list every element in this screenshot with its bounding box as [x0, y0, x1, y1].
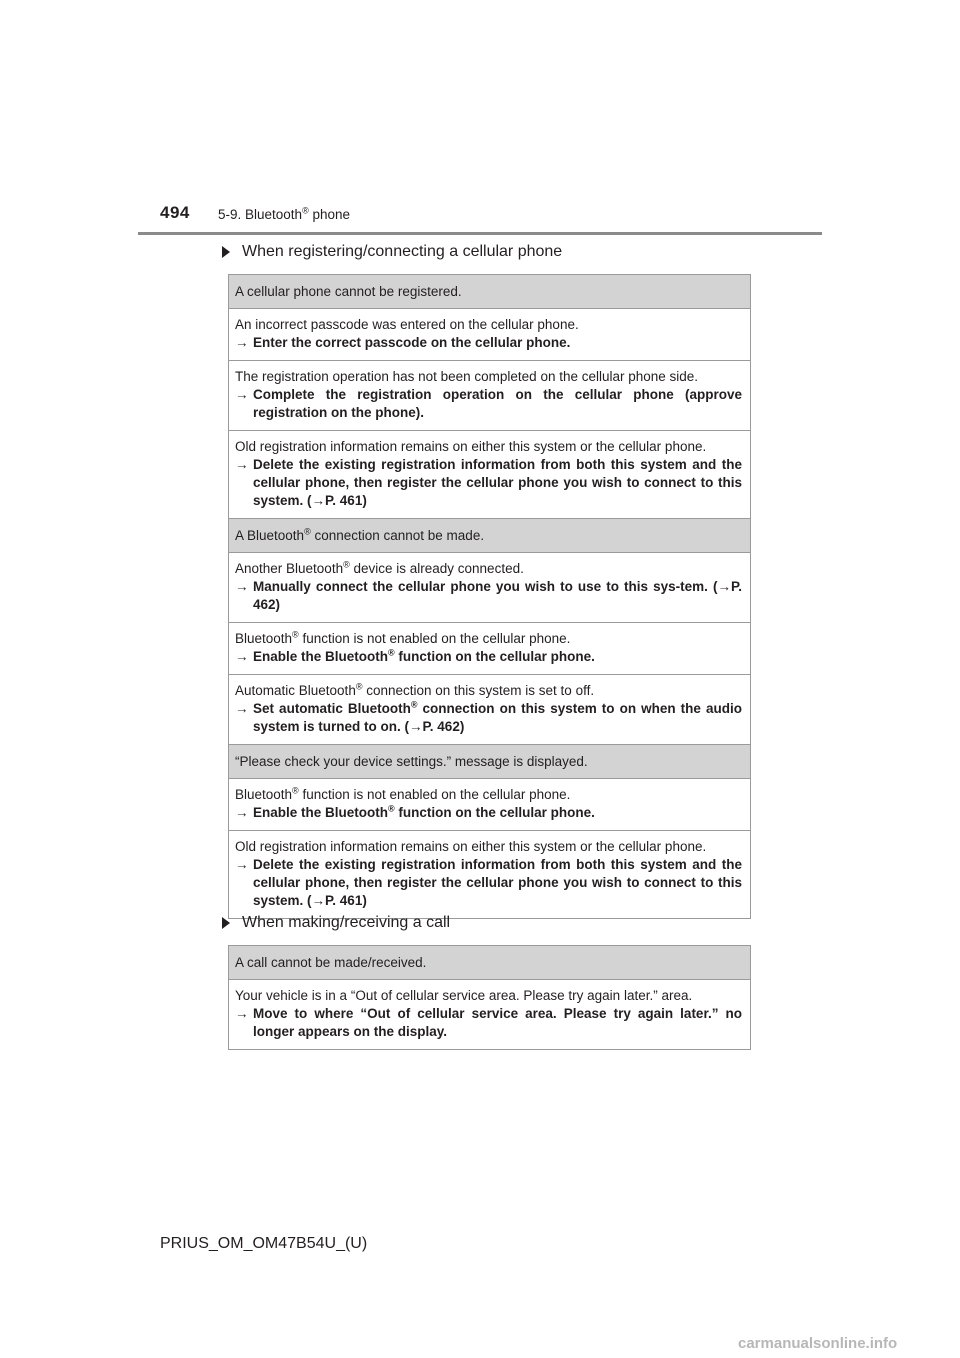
- page-reference: P. 462): [253, 579, 742, 612]
- cause-text: Automatic Bluetooth® connection on this system is set to off.: [235, 681, 595, 698]
- table-row: [229, 622, 750, 674]
- page-header: [0, 0, 960, 240]
- remedy-text: → Delete the existing registration information from both this system and the cellular phone, then register the cellular phone you wish to connect to this system. (→P. 461): [235, 457, 742, 508]
- table-row: [229, 778, 750, 830]
- remedy-text: → Enter the correct passcode on the cellular phone.: [235, 335, 571, 350]
- subheading-registering: When registering/connecting a cellular phone: [222, 243, 562, 261]
- arrow-icon: →: [235, 805, 249, 820]
- page-reference: P. 462): [422, 719, 465, 734]
- cause-text: Old registration information remains on either this system or the cellular phone.: [235, 839, 707, 854]
- table-row: [229, 674, 750, 744]
- cause-text: The registration operation has not been completed on the cellular phone side.: [235, 369, 699, 384]
- page-reference: P. 461): [325, 893, 367, 908]
- page-ref-arrow-icon: →: [409, 719, 423, 734]
- arrow-icon: →: [235, 387, 249, 402]
- subheading-calling: When making/receiving a call: [222, 914, 450, 932]
- registered-mark: ®: [302, 205, 309, 216]
- page-ref-arrow-icon: →: [311, 493, 326, 508]
- remedy-text: → Delete the existing registration information from both this system and the cellular phone, then register the cellular phone you wish to connect to this system. (→P. 461): [235, 857, 742, 908]
- problem-header: A Bluetooth® connection cannot be made.: [229, 518, 750, 552]
- problem-header: “Please check your device settings.” message is displayed.: [229, 744, 750, 778]
- arrow-icon: →: [235, 857, 249, 872]
- remedy-text: → Manually connect the cellular phone you wish to use to this sys-tem. (→P. 462): [235, 579, 742, 612]
- watermark: carmanualsonline.info: [738, 1335, 898, 1352]
- arrow-icon: →: [235, 335, 249, 350]
- page-number: 494: [160, 203, 190, 222]
- troubleshooting-table-registering: [228, 274, 751, 919]
- table-row: [229, 979, 750, 1049]
- troubleshooting-table-calling: [228, 945, 751, 1050]
- arrow-icon: →: [235, 701, 249, 716]
- table-row: [229, 830, 750, 918]
- arrow-icon: →: [235, 579, 249, 594]
- table-row: [229, 552, 750, 622]
- page-ref-arrow-icon: →: [311, 893, 326, 908]
- page-ref-arrow-icon: →: [717, 579, 731, 594]
- problem-header: A call cannot be made/received.: [229, 946, 750, 979]
- remedy-text: → Complete the registration operation on the cellular phone (approve registration on the phone).: [235, 387, 742, 420]
- triangle-bullet-icon: [222, 917, 230, 929]
- header-rule: [138, 232, 822, 235]
- cause-text: Bluetooth® function is not enabled on the cellular phone.: [235, 629, 571, 646]
- table-row: [229, 360, 750, 430]
- problem-header: A cellular phone cannot be registered.: [229, 275, 750, 308]
- arrow-icon: →: [235, 649, 249, 664]
- arrow-icon: →: [235, 457, 249, 472]
- arrow-icon: →: [235, 1006, 249, 1021]
- remedy-text: → Enable the Bluetooth® function on the cellular phone.: [235, 803, 595, 820]
- cause-text: Bluetooth® function is not enabled on the cellular phone.: [235, 785, 571, 802]
- table-row: [229, 308, 750, 360]
- section-title: 5-9. Bluetooth® phone: [218, 205, 350, 222]
- cause-text: Your vehicle is in a “Out of cellular service area. Please try again later.” area.: [235, 988, 693, 1003]
- remedy-text: → Set automatic Bluetooth® connection on this system to on when the audio system is turned to on. (→P. 462): [235, 699, 742, 734]
- table-row: [229, 430, 750, 518]
- page-reference: P. 461): [325, 493, 367, 508]
- remedy-text: → Move to where “Out of cellular service area. Please try again later.” no longer appears on the display.: [235, 1006, 742, 1039]
- remedy-text: → Enable the Bluetooth® function on the cellular phone.: [235, 647, 595, 664]
- cause-text: Old registration information remains on either this system or the cellular phone.: [235, 439, 707, 454]
- cause-text: An incorrect passcode was entered on the cellular phone.: [235, 317, 579, 332]
- cause-text: Another Bluetooth® device is already connected.: [235, 559, 524, 576]
- document-code: PRIUS_OM_OM47B54U_(U): [160, 1235, 368, 1252]
- triangle-bullet-icon: [222, 246, 230, 258]
